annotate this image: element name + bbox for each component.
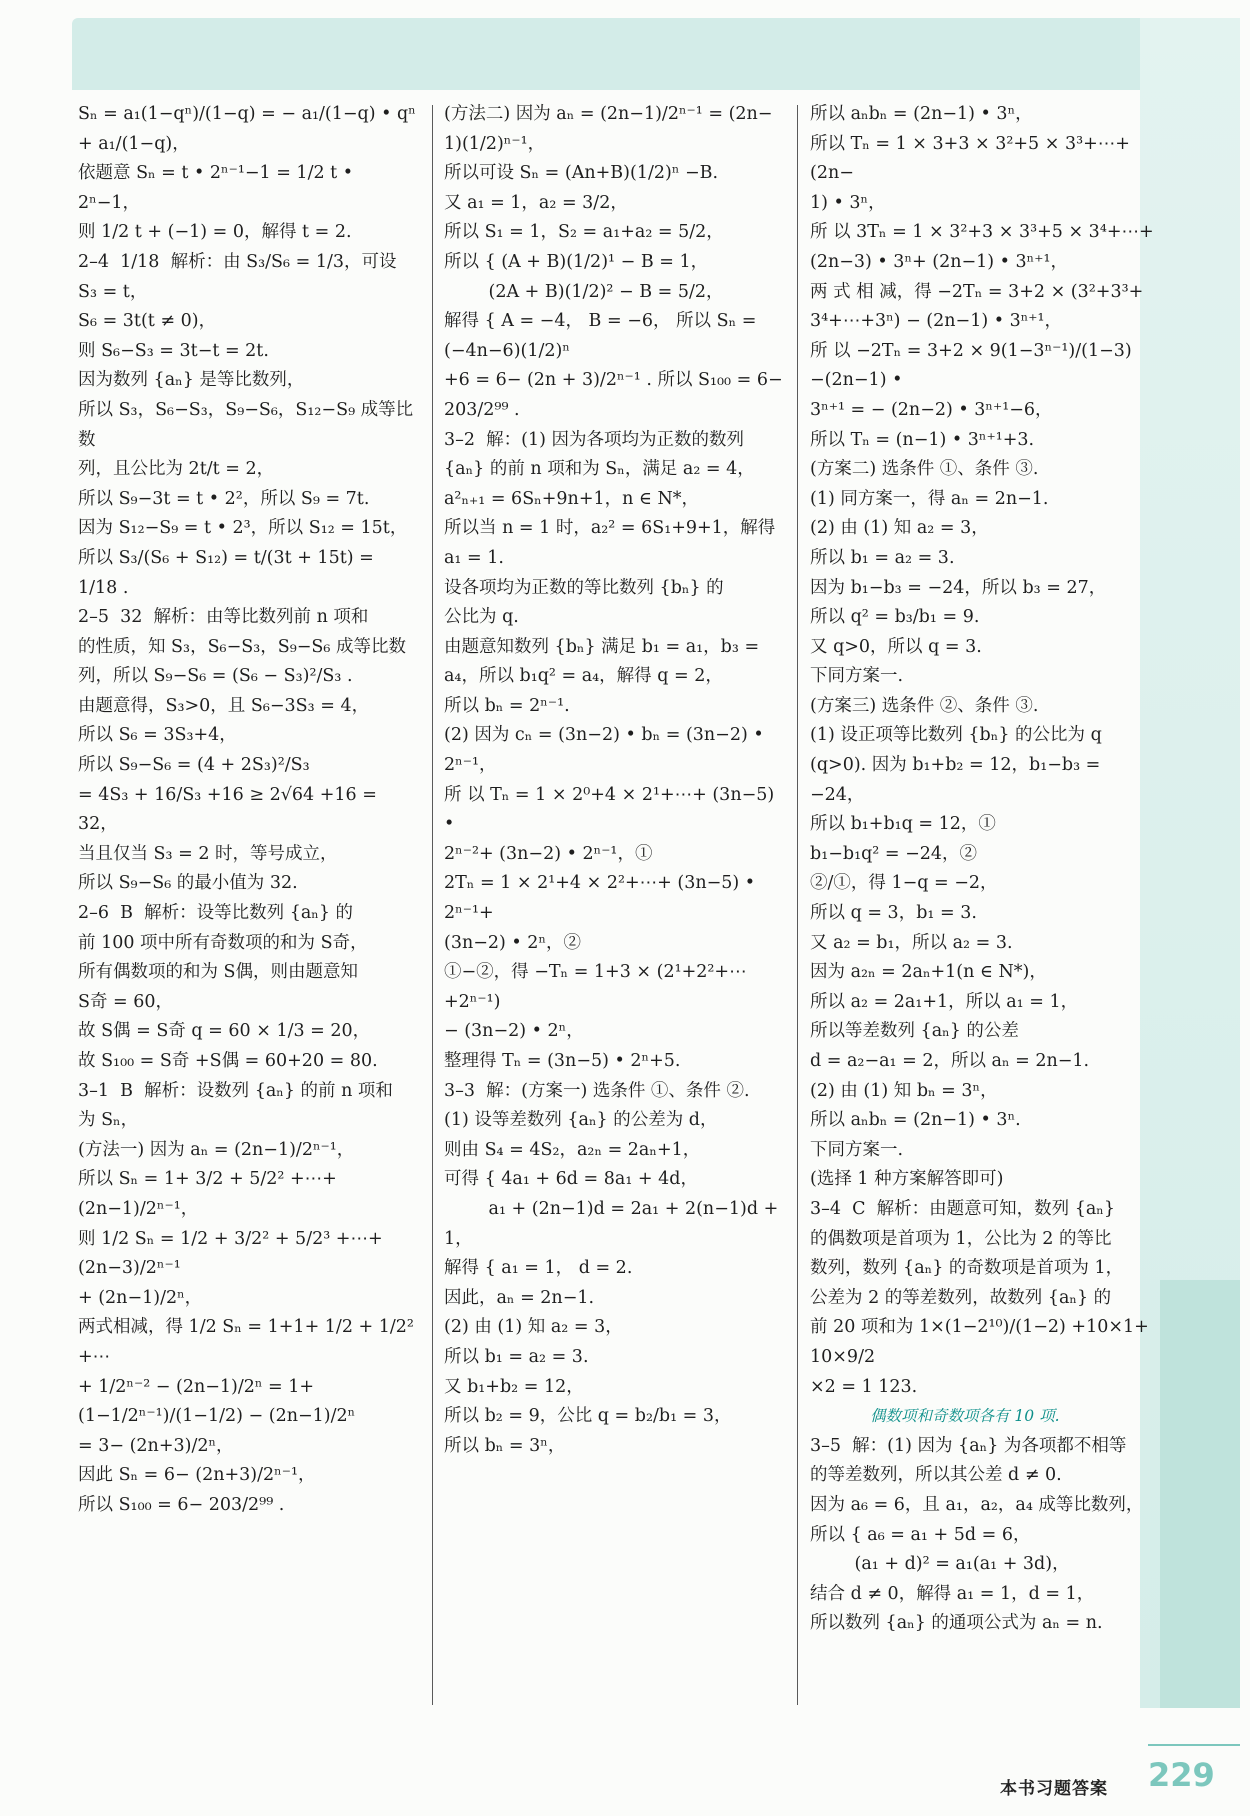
col3-line: 3–4 C 解析：由题意可知，数列 {aₙ} xyxy=(810,1198,1115,1219)
footer-title: 本书习题答案 xyxy=(1000,1779,1108,1799)
col3-line: 所 以 −2Tₙ = 3+2 × 9(1−3ⁿ⁻¹)/(1−3) −(2n−1) • xyxy=(810,340,1138,391)
col2-line: 设各项均为正数的等比数列 {bₙ} 的 xyxy=(444,577,724,598)
col2-line: 所以 b₁ = a₂ = 3. xyxy=(444,1346,589,1367)
answer-column-1 xyxy=(78,100,422,1700)
col2-line: 3–2 解：(1) 因为各项均为正数的数列 xyxy=(444,429,744,450)
col1-line: 则 S₆−S₃ = 3t−t = 2t. xyxy=(78,340,269,361)
margin-band-lower xyxy=(1160,1280,1240,1708)
col2-line: 2ⁿ⁻²+ (3n−2) • 2ⁿ⁻¹，① xyxy=(444,843,653,864)
col2-line: ①−②，得 −Tₙ = 1+3 × (2¹+2²+⋯+2ⁿ⁻¹) xyxy=(444,962,747,1012)
col1-line: 则 1/2 Sₙ = 1/2 + 3/2² + 5/2³ +⋯+ (2n−3)/2ⁿ⁻¹ xyxy=(78,1228,389,1279)
col3-line: ②/①，得 1−q = −2， xyxy=(810,873,998,894)
col1-line: + (2n−1)/2ⁿ， xyxy=(78,1287,203,1308)
col1-line: 因此 Sₙ = 6− (2n+3)/2ⁿ⁻¹， xyxy=(78,1465,316,1486)
col3-line: 所以数列 {aₙ} 的通项公式为 aₙ = n. xyxy=(810,1613,1103,1634)
col1-line: 3–1 B 解析：设数列 {aₙ} 的前 n 项和 xyxy=(78,1080,393,1101)
col1-line: Sₙ = a₁(1−qⁿ)/(1−q) = − a₁/(1−q) • qⁿ + a₁/(1−q)， xyxy=(78,104,422,154)
col1-line: = 3− (2n+3)/2ⁿ， xyxy=(78,1435,234,1456)
col1-line: 所以 S₁₀₀ = 6− 203/2⁹⁹ . xyxy=(78,1494,285,1515)
col1-line: 故 S偶 = S奇 q = 60 × 1/3 = 20， xyxy=(78,1021,371,1042)
col1-line: 当且仅当 S₃ = 2 时，等号成立， xyxy=(78,843,338,864)
col3-line: (方案三) 选条件 ②、条件 ③. xyxy=(810,695,1039,716)
col1-line: S奇 = 60， xyxy=(78,991,174,1012)
col2-line: 所以当 n = 1 时，a₂² = 6S₁+9+1，解得 xyxy=(444,518,776,539)
col1-line: 所有偶数项的和为 S偶，则由题意知 xyxy=(78,962,359,983)
col1-line: 所以 Sₙ = 1+ 3/2 + 5/2² +⋯+ (2n−1)/2ⁿ⁻¹， xyxy=(78,1169,343,1219)
col2-line: 又 b₁+b₂ = 12， xyxy=(444,1376,584,1397)
col2-line: +6 = 6− (2n + 3)/2ⁿ⁻¹ . 所以 S₁₀₀ = 6− 203/2⁹⁹ . xyxy=(444,370,789,420)
col3-line: 又 q>0，所以 q = 3. xyxy=(810,636,982,657)
page-number: 229 xyxy=(1148,1756,1215,1794)
col1-line: 的性质，知 S₃，S₆−S₃，S₉−S₆ 成等比数 xyxy=(78,636,406,657)
col3-line: 所以 b₁ = a₂ = 3. xyxy=(810,547,955,568)
col3-line: 两 式 相 减，得 −2Tₙ = 3+2 × (3²+3³+ xyxy=(810,281,1144,302)
col2-line: 所以可设 Sₙ = (An+B)(1/2)ⁿ −B. xyxy=(444,163,719,184)
col2-line: a₄，所以 b₁q² = a₄，解得 q = 2， xyxy=(444,666,723,687)
col2-line: 则由 S₄ = 4S₂，a₂ₙ = 2aₙ+1， xyxy=(444,1139,701,1160)
col1-line: 所以 S₃/(S₆ + S₁₂) = t/(3t + 15t) = 1/18 . xyxy=(78,547,380,598)
col2-line: 所以 { (A + B)(1/2)¹ − B = 1， xyxy=(444,251,709,272)
col3-line: 所以等差数列 {aₙ} 的公差 xyxy=(810,1021,1019,1042)
answer-column-3 xyxy=(810,100,1155,1700)
col2-line: − (3n−2) • 2ⁿ， xyxy=(444,1021,584,1042)
col3-line: 的等差数列，所以其公差 d ≠ 0. xyxy=(810,1465,1062,1486)
col1-line: 2–6 B 解析：设等比数列 {aₙ} 的 xyxy=(78,903,354,924)
col1-line: 两式相减，得 1/2 Sₙ = 1+1+ 1/2 + 1/2² +⋯ xyxy=(78,1317,420,1367)
col3-line: 3⁴+⋯+3ⁿ) − (2n−1) • 3ⁿ⁺¹， xyxy=(810,311,1063,332)
col2-line: 整理得 Tₙ = (3n−5) • 2ⁿ+5. xyxy=(444,1051,681,1071)
col1-line: 所以 S₉−S₆ 的最小值为 32. xyxy=(78,873,298,894)
col2-line: 3–3 解：(方案一) 选条件 ①、条件 ②. xyxy=(444,1080,750,1101)
col1-line: 所以 S₉−3t = t • 2²，所以 S₉ = 7t. xyxy=(78,488,370,509)
col2-line: 所以 b₂ = 9，公比 q = b₂/b₁ = 3， xyxy=(444,1406,732,1427)
col3-line: 结合 d ≠ 0，解得 a₁ = 1，d = 1， xyxy=(810,1583,1095,1604)
col3-line: 3ⁿ⁺¹ = − (2n−2) • 3ⁿ⁺¹−6， xyxy=(810,399,1053,420)
col3-line: 所以 a₂ = 2a₁+1，所以 a₁ = 1， xyxy=(810,991,1079,1012)
col2-line: (2A + B)(1/2)² − B = 5/2， xyxy=(444,281,724,302)
col2-line: 所以 bₙ = 2ⁿ⁻¹. xyxy=(444,695,570,716)
col3-line: 所以 Tₙ = 1 × 3+3 × 3²+5 × 3³+⋯+ (2n− xyxy=(810,133,1136,184)
col2-line: (3n−2) • 2ⁿ，② xyxy=(444,932,582,953)
col1-line: + 1/2ⁿ⁻² − (2n−1)/2ⁿ = 1+ (1−1/2ⁿ⁻¹)/(1−1/2) − (2n−1)/2ⁿ xyxy=(78,1376,356,1427)
col2-line: 公比为 q. xyxy=(444,607,519,628)
col2-line: 可得 { 4a₁ + 6d = 8a₁ + 4d， xyxy=(444,1169,698,1190)
col2-line: (1) 设等差数列 {aₙ} 的公差为 d， xyxy=(444,1110,718,1131)
col1-line: = 4S₃ + 16/S₃ +16 ≥ 2√64 +16 = 32， xyxy=(78,784,383,835)
col3-line: 所以 aₙbₙ = (2n−1) • 3ⁿ. xyxy=(810,1110,1021,1131)
col2-line: 所以 S₁ = 1，S₂ = a₁+a₂ = 5/2， xyxy=(444,222,724,243)
col3-line: (a₁ + d)² = a₁(a₁ + 3d)， xyxy=(810,1554,1070,1575)
col2-line: 解得 { A = −4， B = −6， 所以 Sₙ = (−4n−6)(1/2)ⁿ xyxy=(444,311,762,361)
col3-line: 所 以 3Tₙ = 1 × 3²+3 × 3³+5 × 3⁴+⋯+ xyxy=(810,222,1154,243)
col1-line: 则 1/2 t + (−1) = 0，解得 t = 2. xyxy=(78,222,352,243)
col2-line: a₁ + (2n−1)d = 2a₁ + 2(n−1)d + 1， xyxy=(444,1198,784,1249)
col3-line: (选择 1 种方案解答即可) xyxy=(810,1169,1004,1190)
col1-line: 所以 S₉−S₆ = (4 + 2S₃)²/S₃ xyxy=(78,755,310,776)
col3-line: 前 20 项和为 1×(1−2¹⁰)/(1−2) +10×1+ 10×9/2 xyxy=(810,1317,1155,1367)
col2-line: 1)(1/2)ⁿ⁻¹， xyxy=(444,133,546,154)
col2-line: a₁ = 1. xyxy=(444,547,504,568)
col1-line: 故 S₁₀₀ = S奇 +S偶 = 60+20 = 80. xyxy=(78,1051,378,1071)
annotation-note: 偶数项和奇数项各有 10 项. xyxy=(870,1407,1060,1426)
col1-line: 2–4 1/18 解析：由 S₃/S₆ = 1/3，可设 S₃ = t， xyxy=(78,251,403,302)
col3-line: 下同方案一. xyxy=(810,666,904,687)
answer-column-2 xyxy=(444,100,789,1700)
header-band xyxy=(72,18,1240,90)
col2-line: 所 以 Tₙ = 1 × 2⁰+4 × 2¹+⋯+ (3n−5) • xyxy=(444,784,780,835)
col2-line: 由题意知数列 {bₙ} 满足 b₁ = a₁，b₃ = xyxy=(444,636,760,657)
col3-line: 因为 b₁−b₃ = −24，所以 b₃ = 27， xyxy=(810,577,1107,598)
col3-line: (q>0). 因为 b₁+b₂ = 12，b₁−b₃ = −24， xyxy=(810,755,1106,805)
col2-line: (2) 因为 cₙ = (3n−2) • bₙ = (3n−2) • xyxy=(444,725,764,746)
col2-line: (方法二) 因为 aₙ = (2n−1)/2ⁿ⁻¹ = (2n− xyxy=(444,104,773,124)
column-divider-2 xyxy=(797,105,798,1705)
col1-line: 依题意 Sₙ = t • 2ⁿ⁻¹−1 = 1/2 t • 2ⁿ−1， xyxy=(78,163,359,213)
col3-line: 所以 q = 3，b₁ = 3. xyxy=(810,903,977,924)
col1-line: 前 100 项中所有奇数项的和为 S奇， xyxy=(78,932,368,953)
col2-line: 所以 bₙ = 3ⁿ， xyxy=(444,1435,566,1456)
col2-line: (2) 由 (1) 知 a₂ = 3， xyxy=(444,1317,623,1338)
col1-line: 所以 S₆ = 3S₃+4， xyxy=(78,725,237,746)
col2-line: 2ⁿ⁻¹， xyxy=(444,755,497,776)
footer-rule xyxy=(1148,1744,1240,1746)
col3-line: (2) 由 (1) 知 a₂ = 3， xyxy=(810,518,989,539)
col3-line: (1) 同方案一，得 aₙ = 2n−1. xyxy=(810,488,1049,509)
col3-line: 因为 a₂ₙ = 2aₙ+1(n ∈ N*)， xyxy=(810,962,1047,983)
col3-line: 数列，数列 {aₙ} 的奇数项是首项为 1， xyxy=(810,1258,1124,1279)
col3-line: 公差为 2 的等差数列，故数列 {aₙ} 的 xyxy=(810,1287,1112,1308)
column-divider-1 xyxy=(432,105,433,1705)
col3-line: 又 a₂ = b₁，所以 a₂ = 3. xyxy=(810,932,1013,953)
col2-line: {aₙ} 的前 n 项和为 Sₙ，满足 a₂ = 4， xyxy=(444,459,755,480)
col3-line: 所以 q² = b₃/b₁ = 9. xyxy=(810,607,980,628)
col3-line: ×2 = 1 123. xyxy=(810,1376,918,1397)
col1-line: 由题意得，S₃>0，且 S₆−3S₃ = 4， xyxy=(78,695,370,716)
col1-line: 列，且公比为 2t/t = 2， xyxy=(78,459,275,480)
col3-line: 3–5 解：(1) 因为 {aₙ} 为各项都不相等 xyxy=(810,1435,1127,1456)
col2-line: a²ₙ₊₁ = 6Sₙ+9n+1，n ∈ N*， xyxy=(444,488,700,509)
col3-line: 所以 aₙbₙ = (2n−1) • 3ⁿ， xyxy=(810,104,1033,124)
col3-line: (2) 由 (1) 知 bₙ = 3ⁿ， xyxy=(810,1080,998,1101)
col1-line: 因为数列 {aₙ} 是等比数列， xyxy=(78,370,305,391)
col2-line: 因此，aₙ = 2n−1. xyxy=(444,1287,595,1308)
col3-line: 因为 a₆ = 6，且 a₁，a₂，a₄ 成等比数列， xyxy=(810,1494,1144,1515)
col2-line: 2Tₙ = 1 × 2¹+4 × 2²+⋯+ (3n−5) • 2ⁿ⁻¹+ xyxy=(444,873,761,924)
col1-line: 为 Sₙ， xyxy=(78,1110,139,1131)
col1-line: 所以 S₃，S₆−S₃，S₉−S₆，S₁₂−S₉ 成等比数 xyxy=(78,399,414,450)
col3-line: b₁−b₁q² = −24，② xyxy=(810,843,978,864)
col3-line: 1) • 3ⁿ， xyxy=(810,192,886,213)
col3-line: (方案二) 选条件 ①、条件 ③. xyxy=(810,459,1039,480)
col2-line: 又 a₁ = 1，a₂ = 3/2， xyxy=(444,192,628,213)
col2-line: 解得 { a₁ = 1， d = 2. xyxy=(444,1258,633,1279)
col3-line: 下同方案一. xyxy=(810,1139,904,1160)
col3-line: 的偶数项是首项为 1，公比为 2 的等比 xyxy=(810,1228,1112,1249)
col3-line: 所以 Tₙ = (n−1) • 3ⁿ⁺¹+3. xyxy=(810,429,1035,450)
col1-line: S₆ = 3t(t ≠ 0)， xyxy=(78,311,217,332)
col3-line: 所以 { a₆ = a₁ + 5d = 6， xyxy=(810,1524,1031,1545)
col3-line: (1) 设正项等比数列 {bₙ} 的公比为 q xyxy=(810,725,1102,746)
col1-line: 2–5 32 解析：由等比数列前 n 项和 xyxy=(78,607,369,628)
col3-line: (2n−3) • 3ⁿ+ (2n−1) • 3ⁿ⁺¹， xyxy=(810,251,1068,272)
col1-line: 列，所以 S₉−S₆ = (S₆ − S₃)²/S₃ . xyxy=(78,666,353,687)
col3-line: 所以 b₁+b₁q = 12，① xyxy=(810,814,996,835)
col1-line: 因为 S₁₂−S₉ = t • 2³，所以 S₁₂ = 15t， xyxy=(78,518,408,539)
col1-line: (方法一) 因为 aₙ = (2n−1)/2ⁿ⁻¹， xyxy=(78,1139,355,1160)
col3-line: d = a₂−a₁ = 2，所以 aₙ = 2n−1. xyxy=(810,1051,1090,1071)
